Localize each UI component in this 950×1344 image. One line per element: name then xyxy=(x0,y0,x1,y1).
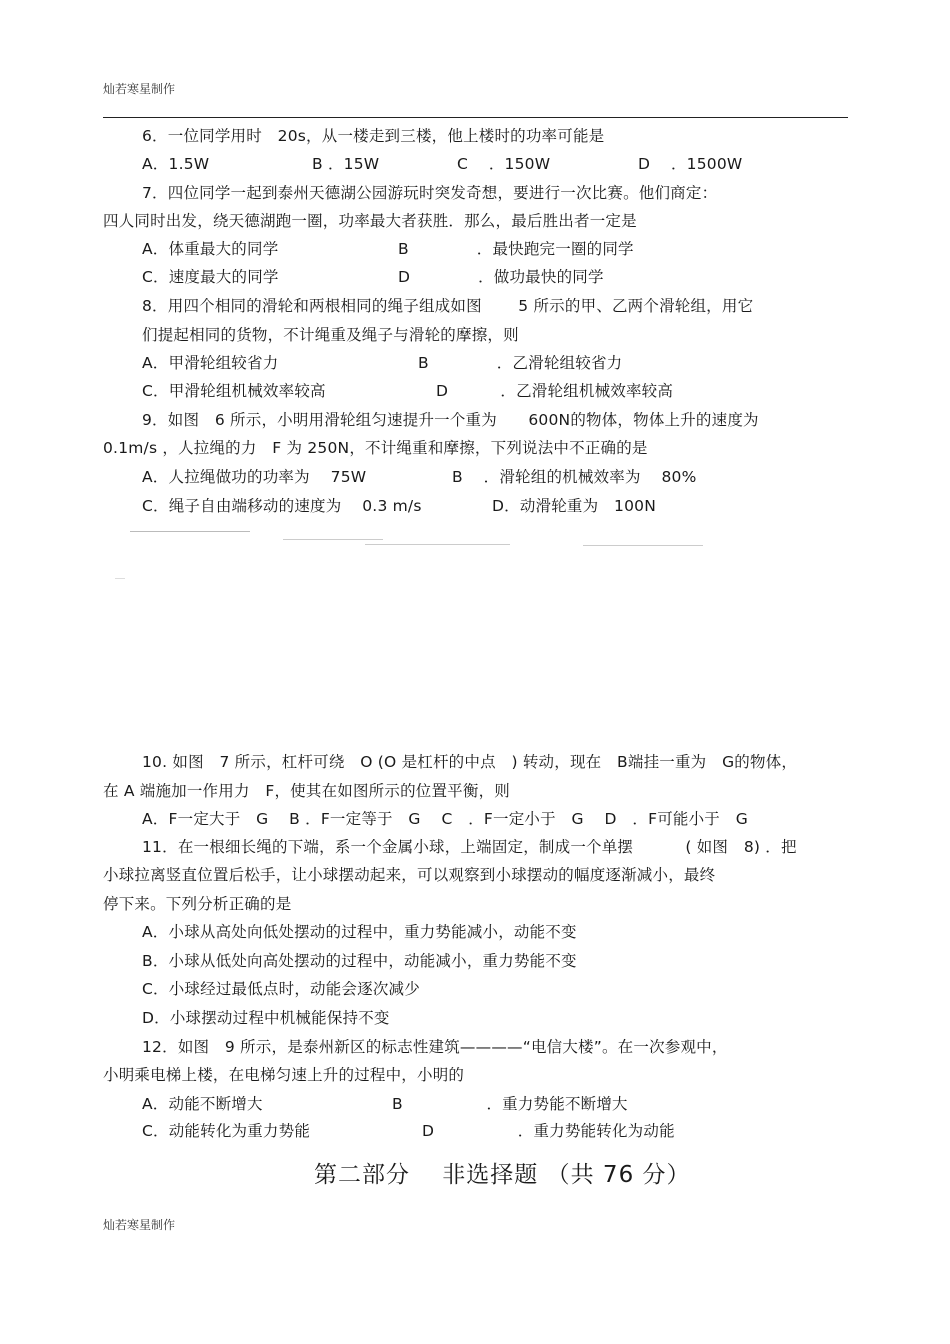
q10-stem-line2: 在 A 端施加一作用力 F，使其在如图所示的位置平衡，则 xyxy=(103,782,510,800)
figure-scan-mark xyxy=(583,545,703,546)
q11-stem-line3: 停下来。下列分析正确的是 xyxy=(103,895,292,913)
header-rule xyxy=(103,117,848,118)
q11-option-c: C．小球经过最低点时，动能会逐次减少 xyxy=(142,980,420,998)
q12-option-d: D ．重力势能转化为动能 xyxy=(422,1122,675,1140)
q12-option-b: B ．重力势能不断增大 xyxy=(392,1095,628,1113)
q10-options: A．F一定大于 G B ．F一定等于 G C ．F一定小于 G D ．F可能小于 G xyxy=(142,810,748,828)
q6-option-d: D ．1500W xyxy=(638,155,743,173)
q8-stem-line1: 8．用四个相同的滑轮和两根相同的绳子组成如图 5 所示的甲、乙两个滑轮组，用它 xyxy=(142,297,754,315)
q12-option-a: A．动能不断增大 xyxy=(142,1095,263,1113)
q7-option-c: C．速度最大的同学 xyxy=(142,268,279,286)
q11-option-d: D．小球摆动过程中机械能保持不变 xyxy=(142,1009,390,1027)
q11-stem-line1: 11．在一根细长绳的下端，系一个金属小球，上端固定，制成一个单摆 ( 如图 8) ．把 xyxy=(142,838,797,856)
q11-stem-line2: 小球拉离竖直位置后松手，让小球摆动起来，可以观察到小球摆动的幅度逐渐减小，最终 xyxy=(103,866,716,884)
q12-stem-line1: 12．如图 9 所示，是泰州新区的标志性建筑————“电信大楼”。在一次参观中， xyxy=(142,1038,728,1056)
q7-option-b: B ．最快跑完一圈的同学 xyxy=(398,240,634,258)
q9-stem-line1: 9．如图 6 所示，小明用滑轮组匀速提升一个重为 600N的物体，物体上升的速度为 xyxy=(142,411,759,429)
q7-stem-line2: 四人同时出发，绕天德湖跑一圈，功率最大者获胜．那么，最后胜出者一定是 xyxy=(103,212,637,230)
figure-scan-mark xyxy=(115,578,125,579)
q8-option-c: C．甲滑轮组机械效率较高 xyxy=(142,382,326,400)
q6-stem: 6．一位同学用时 20s，从一楼走到三楼，他上楼时的功率可能是 xyxy=(142,127,605,145)
q6-option-c: C ．150W xyxy=(457,155,551,173)
q6-option-a: A．1.5W xyxy=(142,155,210,173)
q7-stem-line1: 7．四位同学一起到泰州天德湖公园游玩时突发奇想，要进行一次比赛。他们商定： xyxy=(142,184,718,202)
q6-option-b: B ．15W xyxy=(312,155,380,173)
section-title: 第二部分 非选择题 （共 76 分） xyxy=(314,1162,691,1188)
q12-option-c: C．动能转化为重力势能 xyxy=(142,1122,311,1140)
q8-option-a: A．甲滑轮组较省力 xyxy=(142,354,279,372)
q11-option-b: B．小球从低处向高处摆动的过程中，动能减小，重力势能不变 xyxy=(142,952,577,970)
q8-option-d: D ．乙滑轮组机械效率较高 xyxy=(436,382,674,400)
q12-stem-line2: 小明乘电梯上楼，在电梯匀速上升的过程中，小明的 xyxy=(103,1066,465,1084)
q9-stem-line2: 0.1m/s ，人拉绳的力 F 为 250N，不计绳重和摩擦，下列说法中不正确的是 xyxy=(103,439,648,457)
figure-scan-mark xyxy=(283,539,383,540)
figure-scan-mark xyxy=(130,531,250,532)
maker-label-bottom: 灿若寒星制作 xyxy=(103,1218,176,1232)
q8-option-b: B ．乙滑轮组较省力 xyxy=(418,354,623,372)
q9-option-a: A．人拉绳做功的功率为 75W xyxy=(142,468,367,486)
q8-stem-line2: 们提起相同的货物，不计绳重及绳子与滑轮的摩擦，则 xyxy=(142,326,519,344)
q7-option-a: A．体重最大的同学 xyxy=(142,240,279,258)
q9-option-c: C．绳子自由端移动的速度为 0.3 m/s xyxy=(142,497,422,515)
q10-stem-line1: 10. 如图 7 所示，杠杆可绕 O (O 是杠杆的中点 ) 转动，现在 B端挂一重为 G的物体， xyxy=(142,753,798,771)
figure-scan-mark xyxy=(365,544,510,545)
q9-option-b: B ．滑轮组的机械效率为 80% xyxy=(452,468,697,486)
q7-option-d: D ．做功最快的同学 xyxy=(398,268,604,286)
maker-label-top: 灿若寒星制作 xyxy=(103,82,176,96)
q9-option-d: D．动滑轮重为 100N xyxy=(492,497,657,515)
q11-option-a: A．小球从高处向低处摆动的过程中，重力势能减小，动能不变 xyxy=(142,923,577,941)
